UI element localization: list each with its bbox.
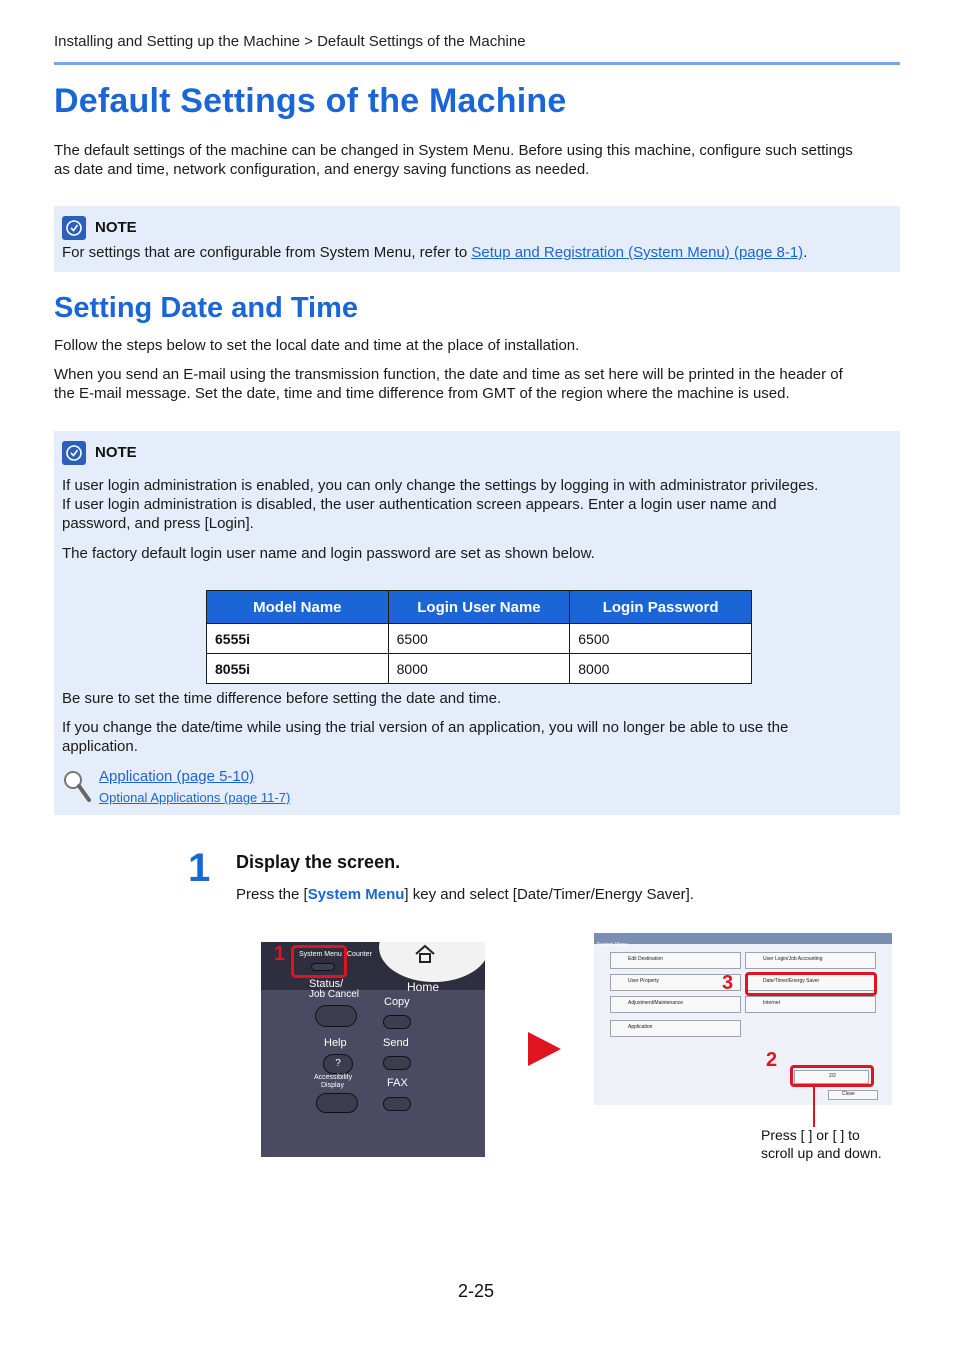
step-title: Display the screen.	[236, 852, 401, 872]
copy-label: Copy	[384, 996, 410, 1008]
user-login-button: User Login/Job Accounting	[745, 952, 876, 969]
status-label: Status/	[309, 978, 344, 990]
system-menu-key-text: System Menu	[299, 951, 342, 958]
page-title: Default Settings of the Machine	[54, 82, 567, 120]
section-paragraph-2	[54, 365, 900, 403]
scroll-caption	[761, 1126, 882, 1162]
caption-line-2: scroll up and down.	[761, 1145, 882, 1161]
home-label: Home	[407, 980, 440, 994]
table-row	[207, 624, 752, 654]
note-paragraph-2: The factory default login user name and login password are set as shown below.	[62, 545, 595, 562]
accessibility-label: Accessibility	[314, 1074, 353, 1081]
table-header: Login User Name	[388, 591, 570, 624]
note-text-after: .	[803, 244, 808, 261]
intro-line-2: as date and time, network configuration, and energy saving functions as needed.	[54, 161, 590, 178]
internet-button: Internet	[745, 996, 876, 1013]
table-cell: 6500	[570, 624, 752, 654]
fax-label: FAX	[387, 1077, 408, 1089]
note-p1-line-3: password, and press [Login].	[62, 515, 254, 532]
counter-key-text: Counter	[347, 951, 372, 958]
application-button: Application	[610, 1020, 741, 1037]
step-number: 1	[188, 846, 211, 890]
table-cell: 8055i	[207, 654, 389, 684]
page-number: 2-25	[458, 1281, 495, 1301]
table-cell: 6500	[388, 624, 570, 654]
setup-registration-link[interactable]: Setup and Registration (System Menu) (page 8-1)	[471, 244, 804, 261]
date-timer-button: Date/Timer/Energy Saver	[745, 974, 876, 991]
table-cell: 6555i	[207, 624, 389, 654]
screen-title-bar	[594, 933, 892, 948]
next-arrow-icon	[528, 1032, 561, 1066]
note-heading: NOTE	[95, 219, 137, 236]
note-paragraph-3: Be sure to set the time difference before setting the date and time.	[62, 690, 502, 707]
intro-paragraph	[54, 141, 900, 179]
display-label: Display	[321, 1082, 344, 1089]
callout-number: 1	[274, 943, 286, 965]
system-menu-key-label: System Menu	[307, 886, 405, 903]
table-row	[207, 654, 752, 684]
page-indicator: 2/2	[829, 1073, 836, 1079]
copy-key	[383, 1015, 411, 1029]
callout-number-2: 2	[766, 1049, 778, 1071]
callout-box-date-timer	[745, 972, 877, 996]
home-icon	[414, 944, 436, 969]
help-key: ?	[323, 1054, 353, 1074]
optional-applications-link[interactable]: Optional Applications (page 11-7)	[99, 790, 291, 805]
close-button: Close	[828, 1090, 878, 1100]
section-p2-line-2: the E-mail message. Set the date, time and time difference from GMT of the region where the machine is used.	[54, 385, 790, 402]
callout-box-system-menu	[291, 945, 347, 978]
header-rule	[54, 62, 900, 65]
user-property-button: User Property	[610, 974, 741, 991]
intro-line-1: The default settings of the machine can be changed in System Menu. Before using this machine, configure such settings	[54, 142, 853, 159]
send-key	[383, 1056, 411, 1070]
note-text-before: For settings that are configurable from System Menu, refer to	[62, 244, 472, 261]
job-cancel-label: Job Cancel	[309, 989, 360, 1000]
table-cell: 8000	[570, 654, 752, 684]
callout-box-scroll	[790, 1065, 874, 1087]
adjustment-button: Adjustment/Maintenance	[610, 996, 741, 1013]
help-label: Help	[324, 1037, 347, 1049]
note-p4-line-2: application.	[62, 738, 138, 755]
note-paragraph-1	[62, 476, 892, 533]
send-label: Send	[383, 1037, 409, 1049]
note-text	[62, 243, 892, 262]
step-text-before: Press the [	[236, 886, 308, 903]
caption-line-1: Press [ ] or [ ] to	[761, 1127, 860, 1143]
accessibility-key	[316, 1093, 358, 1113]
table-header: Login Password	[570, 591, 752, 624]
callout-number-3: 3	[722, 972, 734, 994]
breadcrumb: Installing and Setting up the Machine > Default Settings of the Machine	[54, 33, 526, 50]
note-box-system-menu	[54, 206, 900, 272]
table-header: Model Name	[207, 591, 389, 624]
note-p1-line-1: If user login administration is enabled, you can only change the settings by logging in with administrator privileges.	[62, 477, 819, 494]
fax-key	[383, 1097, 411, 1111]
callout-leader-line	[813, 1087, 815, 1127]
table-cell: 8000	[388, 654, 570, 684]
screen-title: System Menu	[597, 942, 628, 948]
status-key	[315, 1005, 357, 1027]
step-instruction	[236, 885, 694, 904]
note-icon	[62, 216, 86, 240]
magnifier-icon	[62, 769, 92, 808]
section-p2-line-1: When you send an E-mail using the transmission function, the date and time as set here will be printed in the header of	[54, 366, 843, 383]
note-paragraph-4	[62, 718, 892, 756]
step-text-after: ] key and select [Date/Timer/Energy Saver].	[404, 886, 694, 903]
section-paragraph-1: Follow the steps below to set the local date and time at the place of installation.	[54, 337, 580, 354]
note-p1-line-2: If user login administration is disabled, the user authentication screen appears. Enter a login user name and	[62, 496, 777, 513]
edit-destination-button: Edit Destination	[610, 952, 741, 969]
login-table	[206, 590, 752, 684]
table-header-row	[207, 591, 752, 624]
note-icon	[62, 441, 86, 465]
note-p4-line-1: If you change the date/time while using the trial version of an application, you will no longer be able to use the	[62, 719, 789, 736]
note-heading: NOTE	[95, 444, 137, 461]
application-link[interactable]: Application (page 5-10)	[99, 768, 255, 785]
section-title: Setting Date and Time	[54, 292, 359, 324]
